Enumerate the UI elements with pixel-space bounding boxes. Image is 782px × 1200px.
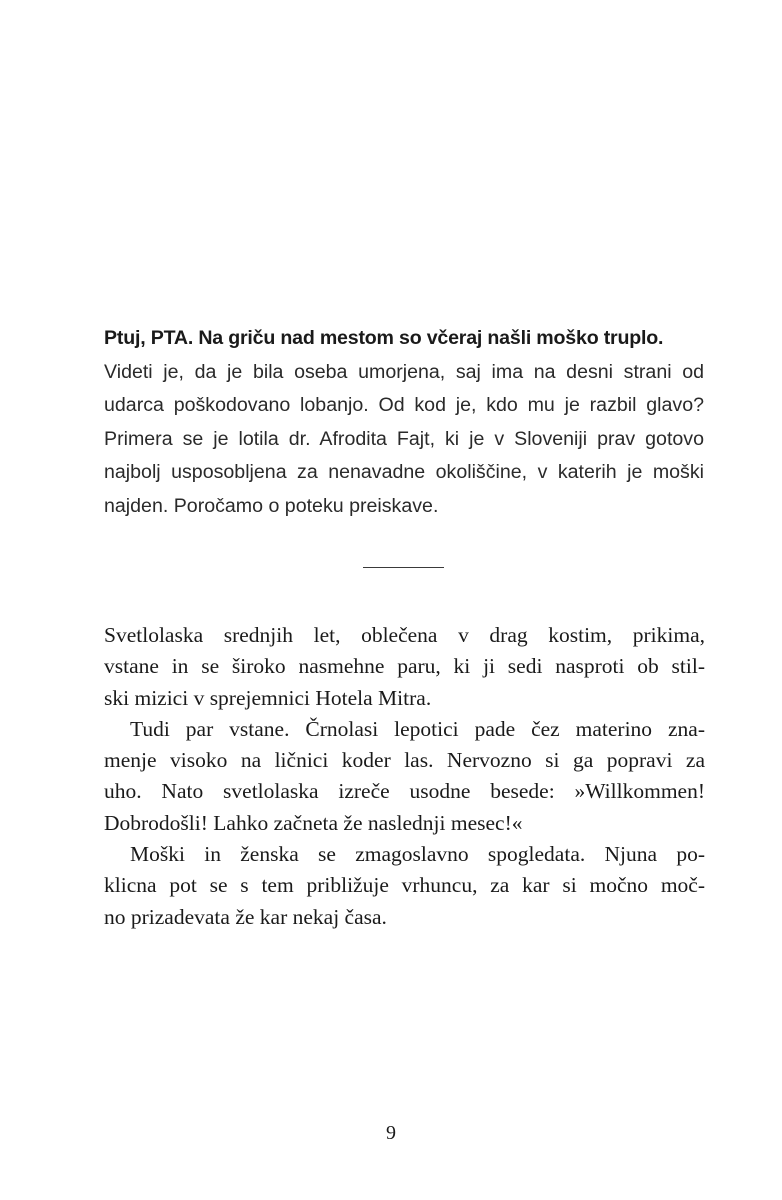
news-report	[104, 322, 704, 523]
story-line: Svetlolaska srednjih let, oblečena v drag kostim, prikima,	[104, 623, 705, 647]
story-line: Moški in ženska se zmagoslavno spogledata. Njuna po-	[130, 842, 705, 867]
news-line: najbolj usposobljena za nenavadne okoliščine, v katerih je moški	[104, 461, 704, 483]
news-line: najden. Poročamo o poteku preiskave.	[104, 494, 439, 517]
story-line: no prizadevata že kar nekaj časa.	[104, 904, 387, 929]
news-headline: Ptuj, PTA. Na griču nad mestom so včeraj našli moško truplo.	[104, 327, 664, 349]
story-line: Tudi par vstane. Črnolasi lepotici pade čez materino zna-	[130, 716, 705, 741]
story-line: klicna pot se s tem približuje vrhuncu, za kar si močno moč-	[104, 873, 705, 898]
news-line: Videti je, da je bila oseba umorjena, saj ima na desni strani od	[104, 360, 704, 383]
story-line: uho. Nato svetlolaska izreče usodne besede: »Willkommen!	[104, 779, 705, 804]
story-line: vstane in se široko nasmehne paru, ki ji sedi nasproti ob stil-	[104, 654, 705, 679]
section-divider	[363, 567, 444, 568]
story-paragraph	[104, 839, 705, 933]
story-paragraph	[104, 714, 705, 839]
story-line: ski mizici v sprejemnici Hotela Mitra.	[104, 685, 432, 710]
news-line: Primera se je lotila dr. Afrodita Fajt, ki je v Sloveniji prav gotovo	[104, 427, 704, 450]
news-line: udarca poškodovano lobanjo. Od kod je, kdo mu je razbil glavo?	[104, 394, 704, 416]
page-number: 9	[386, 1122, 396, 1144]
story-paragraph	[104, 620, 705, 714]
story-line: Dobrodošli! Lahko začneta že naslednji mesec!«	[104, 810, 523, 835]
story-text	[104, 620, 705, 933]
story-line: menje visoko na ličnici koder las. Nervozno si ga popravi za	[104, 748, 705, 773]
